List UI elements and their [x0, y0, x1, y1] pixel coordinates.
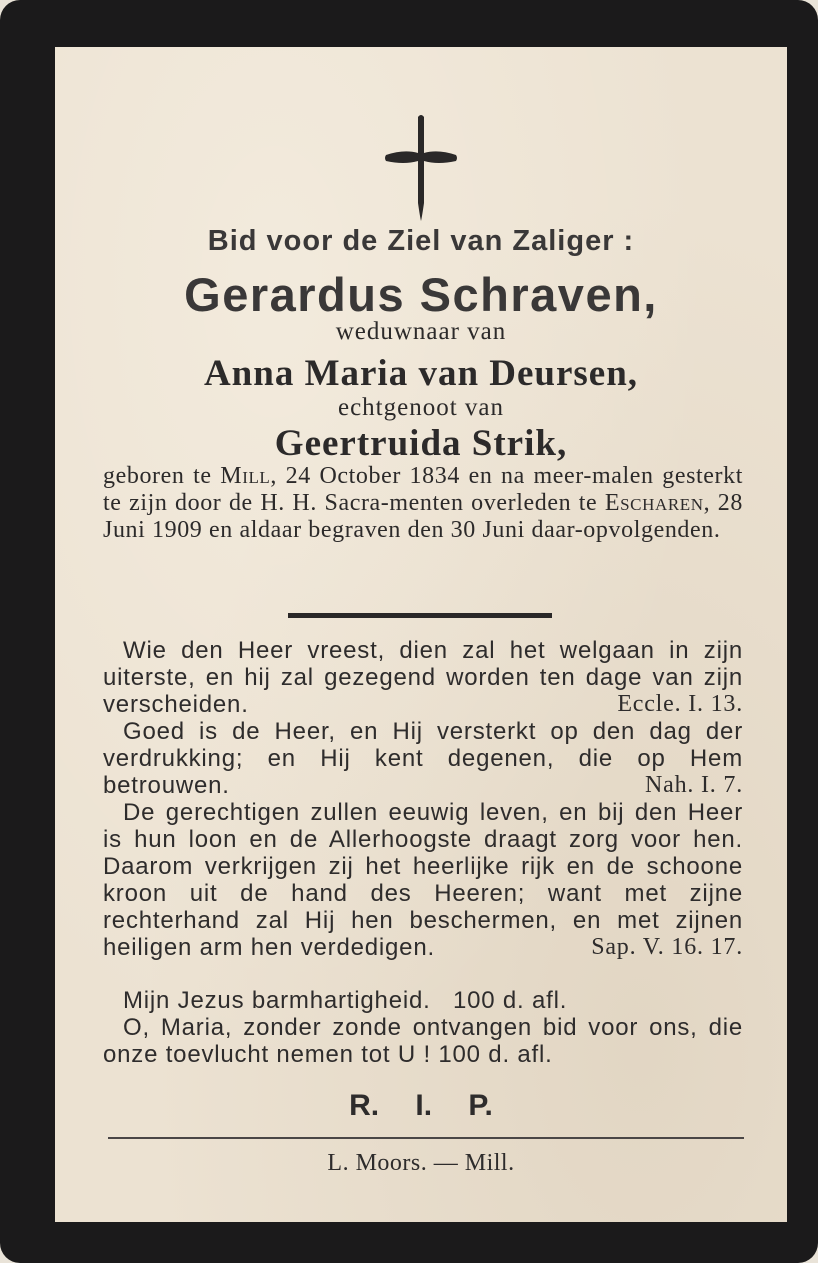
footer-rule — [108, 1137, 744, 1139]
verse — [103, 637, 743, 718]
indulgence: 100 d. afl. — [438, 1041, 553, 1068]
verse — [103, 718, 743, 799]
relation-husband: echtgenoot van — [337, 394, 505, 421]
prayer-heading: Bid voor de Ziel van Zaliger : — [207, 225, 635, 257]
scripture-verses — [103, 637, 743, 961]
verse-reference: Eccle. I. 13. — [617, 691, 743, 717]
deceased-name: Gerardus Schraven, — [184, 268, 658, 321]
divider-rule — [288, 613, 552, 618]
verse — [103, 799, 743, 961]
prayer — [103, 1014, 743, 1068]
relation-widower: weduwnaar van — [335, 318, 507, 345]
second-spouse-name: Geertruida Strik, — [274, 423, 568, 464]
verse-reference: Sap. V. 16. 17. — [591, 934, 743, 960]
cross-icon — [382, 113, 460, 223]
verse-text: De gerechtigen zullen eeuwig leven, en bij den Heer is hun loon en de Allerhoogste draagt zorg voor hen. Daarom verkrijgen zij het heerlijke rijk en de schoone kroon uit de hand des Heeren; want met zijne rechterhand zal Hij hen beschermen, en met zijnen heiligen arm hen verdedigen. — [103, 799, 743, 961]
first-spouse-name: Anna Maria van Deursen, — [203, 353, 639, 394]
indulgence: 100 d. afl. — [453, 987, 568, 1014]
prayer-text: O, Maria, zonder zonde ontvangen bid voor ons, die onze toevlucht nemen tot U ! — [103, 1014, 743, 1068]
prayer — [103, 987, 743, 1014]
biography-text — [103, 463, 743, 544]
deathplace: Escharen — [604, 490, 704, 516]
verse-reference: Nah. I. 7. — [645, 772, 743, 798]
prayers — [103, 987, 743, 1068]
bio-part: geboren te — [103, 463, 221, 489]
birthplace: Mill — [220, 463, 271, 489]
verse-text: Goed is de Heer, en Hij versterkt op den dag der verdrukking; en Hij kent degenen, die op Hem betrouwen. — [103, 718, 743, 799]
prayer-text: Mijn Jezus barmhartigheid. — [123, 987, 431, 1014]
verse-text: Wie den Heer vreest, dien zal het welgaan in zijn uiterste, en hij zal gezegend worden ten dage van zijn verscheiden. — [103, 637, 743, 718]
bio-part: , 28 Juni 1909 en aldaar begraven den 30 Juni daar-opvolgenden. — [103, 490, 743, 543]
card-paper — [55, 47, 787, 1222]
printer-credit: L. Moors. — Mill. — [327, 1150, 515, 1176]
bio-part: , 24 October 1834 en na meer-malen gesterkt te zijn door de H. H. Sacra-menten overleden te — [103, 463, 743, 516]
rip-text: R. I. P. — [349, 1089, 493, 1122]
